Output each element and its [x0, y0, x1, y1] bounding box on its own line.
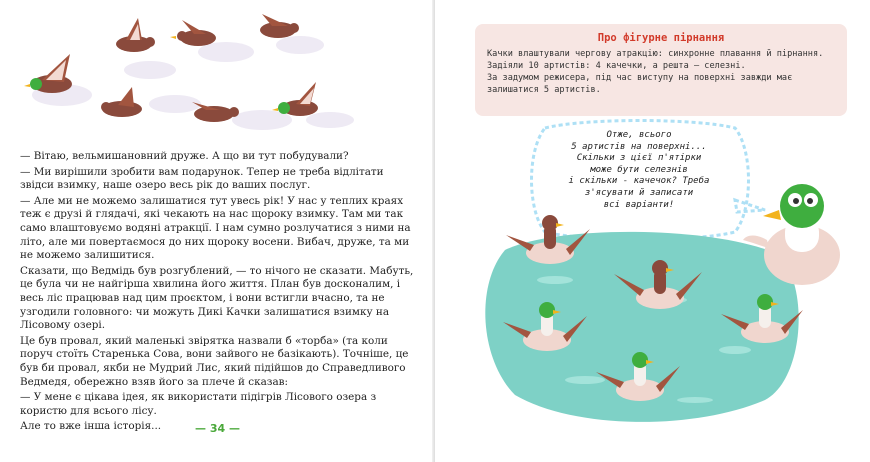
duck-3 — [170, 20, 216, 46]
task-line: За задумом режисера, під час виступу на поверхні завжди має залишатися 5 артистів. — [487, 73, 793, 95]
bubble-line: Отже, всього — [606, 130, 672, 140]
duck-7 — [272, 82, 318, 116]
task-title: Про фігурне пірнання — [597, 32, 725, 44]
bubble-line: з'ясувати й записати — [584, 187, 694, 198]
duck-5 — [101, 87, 142, 117]
bubble-line: і скільки - качечок? Треба — [568, 176, 710, 187]
task-line: Задіяли 10 артистів: 4 качечки, а решта — селезні. — [487, 61, 746, 71]
bubble-line: 5 артистів на поверхні... — [571, 141, 707, 152]
bubble-line: всі варіанти! — [603, 199, 675, 210]
pond-illustration — [435, 0, 870, 462]
speech-bubble-text — [541, 130, 737, 211]
right-page — [435, 0, 870, 462]
clouds — [32, 36, 354, 130]
task-line: Качки влаштували чергову атракцію: синхронне плавання й пірнання. — [487, 49, 824, 59]
bubble-line: Скільки з цієї п'ятірки — [576, 153, 702, 164]
duck-1 — [24, 54, 72, 93]
story-paragraph: Сказати, що Ведмідь був розгублений, — то нічого не сказати. Мабуть, це була чи не найгірша хвилина його життя. План був досконалим, і весь ліс працював над цим проєктом, і вони встигли вчасно, та не узгодили головного: чи можуть Дикі Качки залишатися взимку на Лісовому озері. — [20, 264, 414, 332]
story-paragraph: Це був провал, який маленькі звірятка назвали б «торба» (та коли поруч стоїть Старенька Сова, вони зайвого не базікають). Точніше, це був би провал, якби не Мудрий Лис, який підійшов до Справедливого Ведмедя, обережно взяв його за плече й сказав: — [20, 334, 409, 388]
story-paragraph: — Вітаю, вельмишановний друже. А що ви тут побудували? — [20, 150, 349, 162]
bubble-line: може бути селезнів — [590, 164, 688, 175]
story-paragraph: — Ми вирішили зробити вам подарунок. Тепер не треба відлітати звідси взимку, наше озеро весь рік до ваших послуг. — [20, 165, 384, 192]
story-text — [20, 150, 420, 436]
story-paragraph: — Але ми не можемо залишатися тут увесь рік! У нас у теплих краях теж є друзі й глядачі, які чекають на нас щороку взимку. Там ми так само влаштовуємо водяні атракції. І нам сумно розлучатися з ними на літо, але ми повертаємося до них щороку восени. Вибач, друже, та ми не можемо залишитися. — [20, 194, 411, 262]
story-paragraph: — У мене є цікава ідея, як використати підігрів Лісового озера з користю для всього лісу. — [20, 391, 377, 417]
story-paragraph: Але то вже інша історія... — [20, 420, 162, 433]
duck-6 — [192, 102, 239, 122]
duck-4 — [260, 14, 299, 38]
duck-2 — [116, 18, 155, 52]
flying-ducks-illustration — [0, 0, 435, 145]
page-number: — 34 — — [195, 422, 240, 435]
